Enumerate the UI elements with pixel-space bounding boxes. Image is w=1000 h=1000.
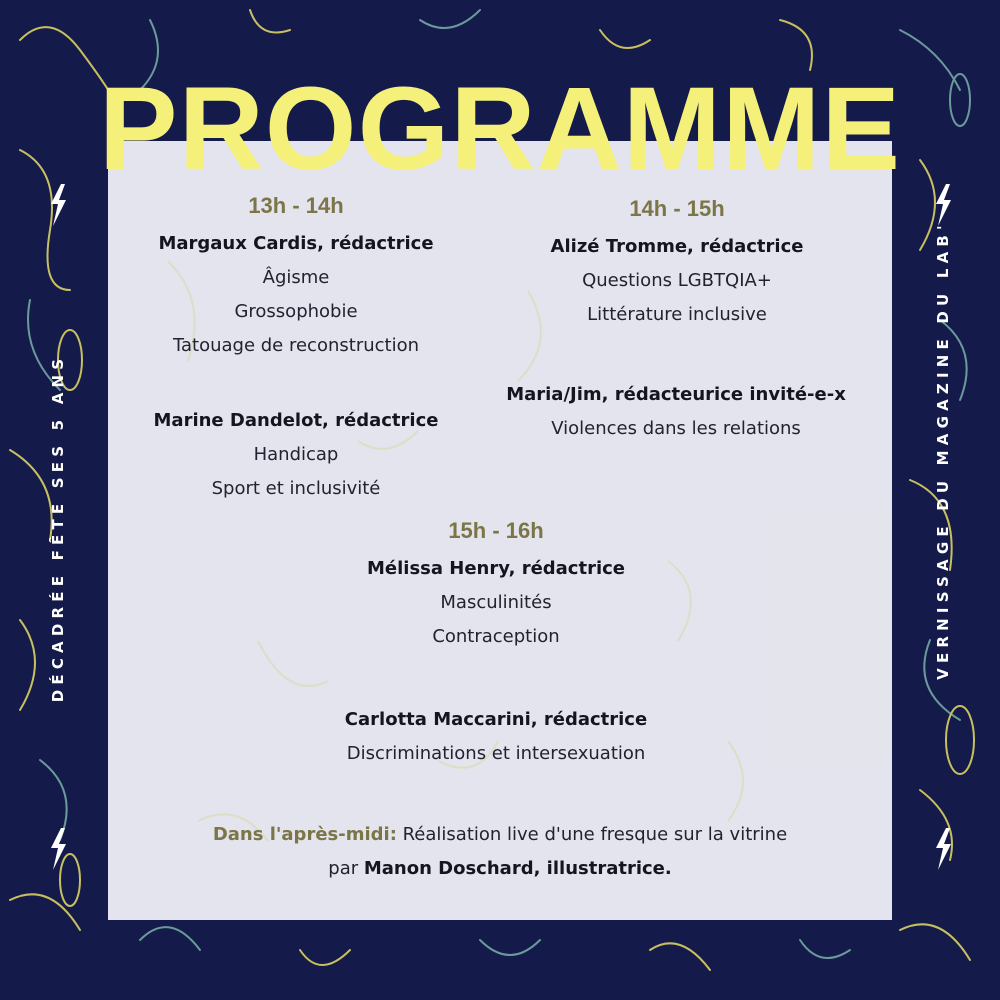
talk-topic: Grossophobie: [234, 301, 358, 322]
slot-13h-block: [138, 193, 454, 363]
lightning-bolt-icon: [45, 182, 71, 228]
artist-name: Manon Doschard, illustratrice.: [363, 858, 672, 879]
afternoon-note-line: [110, 818, 890, 852]
lightning-bolt-icon: [45, 826, 71, 872]
afternoon-description: Réalisation live d'une fresque sur la vitrine: [396, 824, 788, 845]
side-caption-left: DÉCADRÉE FÊTE SES 5 ANS: [49, 353, 67, 703]
page-title: PROGRAMME: [98, 63, 902, 195]
talk-topic: Handicap: [253, 444, 339, 465]
talk-topic: Masculinités: [440, 592, 552, 613]
speaker-name: Maria/Jim, rédacteurice invité-e-x: [506, 384, 846, 405]
talk-topic: Discriminations et intersexuation: [346, 743, 646, 764]
artist-prefix: par: [328, 858, 364, 879]
talk-topic: Violences dans les relations: [551, 418, 801, 439]
speaker-name: Carlotta Maccarini, rédactrice: [344, 709, 648, 730]
side-caption-right: VERNISSAGE DU MAGAZINE DU LAB': [934, 220, 952, 680]
afternoon-note: [110, 818, 890, 886]
speaker-name: Mélissa Henry, rédactrice: [366, 558, 626, 579]
talk-topic: Sport et inclusivité: [211, 478, 381, 499]
slot-14h-second-talk: [480, 378, 872, 446]
slot-time: 14h - 15h: [629, 196, 725, 221]
talk-topic: Questions LGBTQIA+: [582, 270, 772, 291]
slot-time: 13h - 14h: [248, 193, 344, 218]
artist-line: [110, 852, 890, 886]
lightning-bolt-icon: [930, 182, 956, 228]
speaker-name: Alizé Tromme, rédactrice: [550, 236, 804, 257]
slot-15h-second-talk: [290, 703, 702, 771]
slot-15h-block: [300, 518, 692, 654]
slot-time: 15h - 16h: [448, 518, 544, 543]
lightning-bolt-icon: [930, 826, 956, 872]
afternoon-label: Dans l'après-midi:: [212, 824, 397, 845]
talk-topic: Contraception: [432, 626, 560, 647]
talk-topic: Tatouage de reconstruction: [172, 335, 419, 356]
talk-topic: Âgisme: [262, 267, 330, 288]
talk-topic: Littérature inclusive: [587, 304, 767, 325]
speaker-name: Margaux Cardis, rédactrice: [158, 233, 434, 254]
speaker-name: Marine Dandelot, rédactrice: [153, 410, 439, 431]
slot-14h-block: [505, 196, 849, 332]
slot-13h-second-talk: [138, 404, 454, 506]
